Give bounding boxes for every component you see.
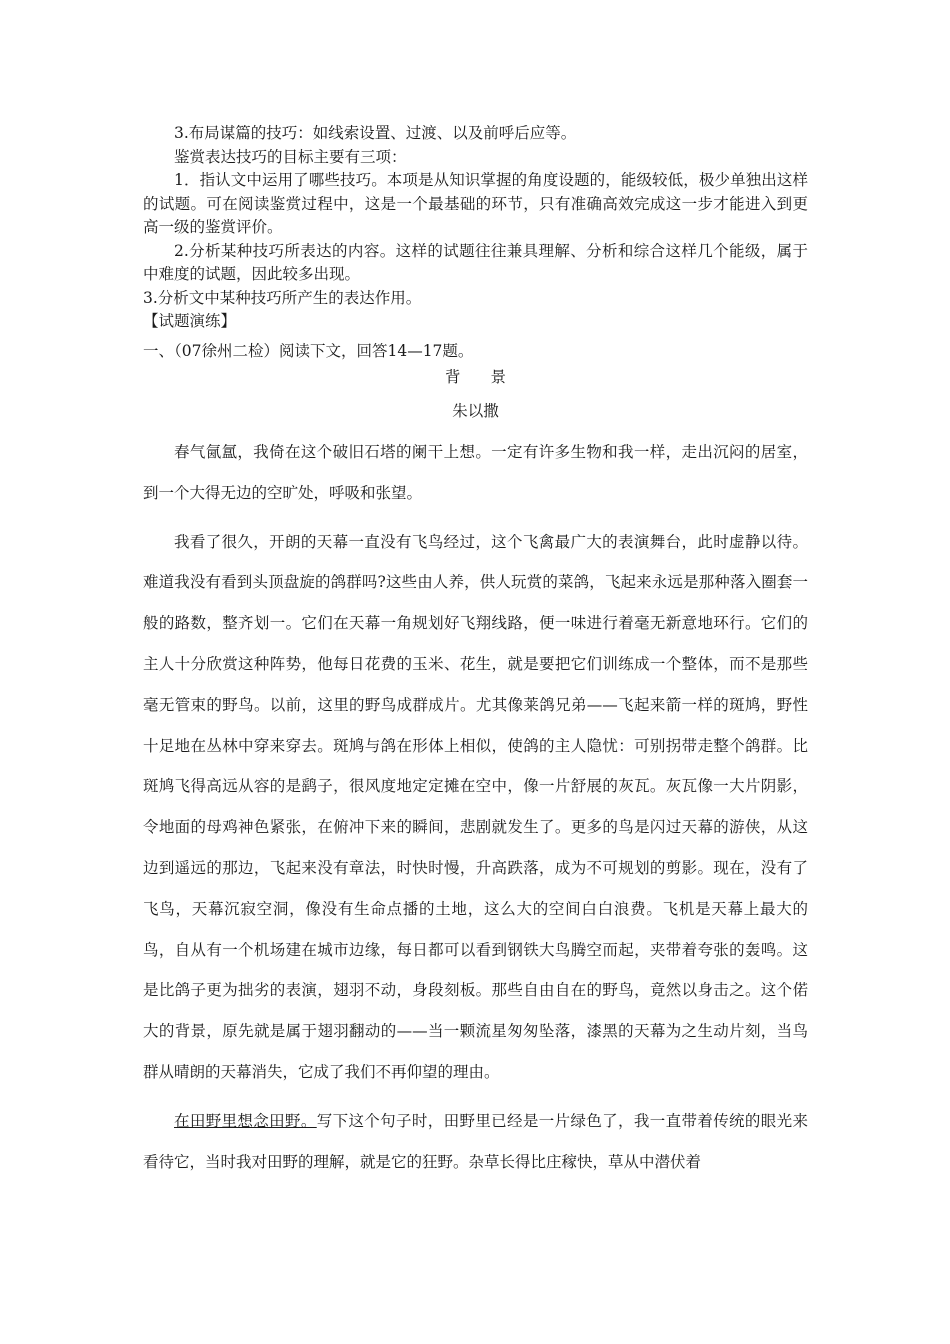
article-paragraph-2: 我看了很久，开朗的天幕一直没有飞鸟经过，这个飞禽最广大的表演舞台，此时虚静以待。难道我没有看到头顶盘旋的鸽群吗?这些由人养，供人玩赏的菜鸽，飞起来永远是那种落入圈套一般的路数，整齐划一。它们在天幕一角规划好飞翔线路，便一味进行着毫无新意地环行。它们的主人十分欣赏这种阵势，他每日花费的玉米、花生，就是要把它们训练成一个整体，而不是那些毫无管束的野鸟。以前，这里的野鸟成群成片。尤其像莱鸽兄弟——飞起来箭一样的斑鸠，野性十足地在丛林中穿来穿去。斑鸠与鸽在形体上相似，使鸽的主人隐忧：可别拐带走整个鸽群。比斑鸠飞得高远从容的是鹞子，很风度地定定摊在空中，像一片舒展的灰瓦。灰瓦像一大片阴影，令地面的母鸡神色紧张，在俯冲下来的瞬间，悲剧就发生了。更多的鸟是闪过天幕的游侠，从这边到遥远的那边，飞起来没有章法，时快时慢，升高跌落，成为不可规划的剪影。现在，没有了飞鸟，天幕沉寂空洞，像没有生命点播的土地，这么大的空间白白浪费。飞机是天幕上最大的鸟，自从有一个机场建在城市边缘，每日都可以看到钢铁大鸟腾空而起，夹带着夸张的轰鸣。这是比鸽子更为拙劣的表演，翅羽不动，身段刻板。那些自由自在的野鸟，竟然以身击之。这个偌大的背景，原先就是属于翅羽翻动的——当一颗流星匆匆坠落，漆黑的天幕为之生动片刻，当鸟群从晴朗的天幕消失，它成了我们不再仰望的理由。	[143, 532, 808, 1081]
underlined-sentence: 在田野里想念田野。	[174, 1111, 317, 1130]
goal-1: 1．指认文中运用了哪些技巧。本项是从知识掌握的角度设题的，能级较低，极少单独出这样的试题。可在阅读鉴赏过程中，这是一个最基础的环节，只有准确高效完成这一步才能进入到更高一级的鉴赏评价。	[143, 171, 808, 236]
document-page	[143, 122, 808, 1182]
article-paragraph-1: 春气氤氲，我倚在这个破旧石塔的阑干上想。一定有许多生物和我一样，走出沉闷的居室，到一个大得无边的空旷处，呼吸和张望。	[143, 443, 808, 502]
article-paragraph-3-rest: 写下这个句子时，田野里已经是一片绿色了，我一直带着传统的眼光来看待它，当时我对田野的理解，就是它的狂野。杂草长得比庄稼快，草从中潜伏着	[143, 1111, 808, 1171]
article-body	[143, 432, 808, 1182]
article-title-part-2: 景	[490, 368, 507, 386]
technique-3-line: 3.布局谋篇的技巧：如线索设置、过渡、以及前呼后应等。	[174, 124, 577, 142]
goal-2: 2.分析某种技巧所表达的内容。这样的试题往往兼具理解、分析和综合这样几个能级，属于中难度的试题，因此较多出现。	[143, 241, 808, 283]
goals-lead: 鉴赏表达技巧的目标主要有三项：	[174, 147, 407, 166]
article-title-part-1: 背	[444, 368, 461, 386]
intro-section	[143, 122, 808, 310]
article-paragraph-3	[143, 1101, 808, 1183]
article-title	[143, 366, 808, 390]
section-heading: 【试题演练】	[143, 312, 237, 330]
question-instruction: 一、（07徐州二检）阅读下文，回答14—17题。	[143, 341, 474, 360]
article-author: 朱以撒	[452, 401, 499, 420]
goal-3: 3.分析文中某种技巧所产生的表达作用。	[143, 288, 422, 307]
